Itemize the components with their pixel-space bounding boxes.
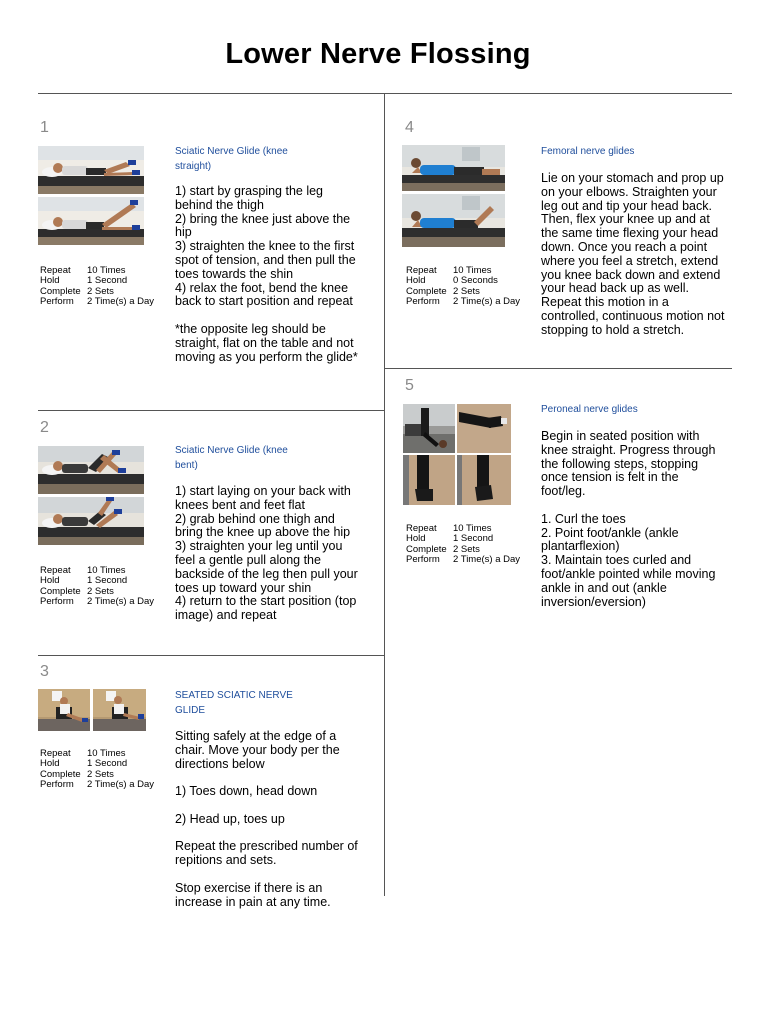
param-label: Repeat xyxy=(406,523,437,534)
param-label: Perform xyxy=(40,779,74,791)
exercise-params xyxy=(40,749,154,791)
perform-value: 2 Time(s) a Day xyxy=(87,779,155,791)
hold-value: 1 Second xyxy=(453,533,494,545)
perform-value: 2 Time(s) a Day xyxy=(87,296,155,308)
param-label: Complete xyxy=(406,543,447,555)
exercise-title: Peroneal nerve glides xyxy=(541,404,638,415)
hold-value: 1 Second xyxy=(87,758,128,770)
divider-1-2 xyxy=(38,410,384,411)
exercise-instructions: Begin in seated position with knee straight. Progress through the following steps, stopping once tension is felt in the foot/leg. 1. Curl the toes 2. Point foot/ankle (ankle plantarflexion) 3. Maintain toes curled and foot/ankle pointed while moving ankle in and out (ankle inversion/eversion) xyxy=(541,429,716,609)
page-title: Lower Nerve Flossing xyxy=(225,38,531,70)
exercise-photo-3 xyxy=(38,689,146,731)
hold-value: 1 Second xyxy=(87,275,128,287)
param-label: Complete xyxy=(40,585,81,597)
repeat-value: 10 Times xyxy=(87,748,126,759)
exercise-params xyxy=(40,266,154,308)
exercise-photo-5d xyxy=(457,455,511,505)
exercise-instructions: Sitting safely at the edge of a chair. Move your body per the directions below 1) Toes down, head down 2) Head up, toes up Repeat the prescribed number of repitions and sets. Stop exercise if there is an increase in pain at any time. xyxy=(175,729,358,909)
complete-value: 2 Sets xyxy=(87,768,114,780)
param-label: Hold xyxy=(40,575,60,587)
exercise-params xyxy=(406,266,520,308)
exercise-number: 2 xyxy=(40,419,49,436)
hold-value: 1 Second xyxy=(87,575,128,587)
exercise-photo-4a xyxy=(402,145,505,191)
param-label: Repeat xyxy=(406,265,437,276)
exercise-instructions: 1) start by grasping the leg behind the thigh 2) bring the knee just above the hip 3) straighten the knee to the first spot of tension, and then pull the toes towards the shin 4) relax the foot, bend the knee back to start position and repeat *the opposite leg should be straight, flat on the table and not moving as you perform the glide* xyxy=(175,184,358,364)
repeat-value: 10 Times xyxy=(87,565,126,576)
perform-value: 2 Time(s) a Day xyxy=(87,596,155,608)
exercise-params xyxy=(406,524,520,566)
complete-value: 2 Sets xyxy=(453,285,480,297)
divider-2-3 xyxy=(38,655,384,656)
complete-value: 2 Sets xyxy=(87,585,114,597)
exercise-number: 3 xyxy=(40,663,49,680)
param-label: Repeat xyxy=(40,565,71,576)
repeat-value: 10 Times xyxy=(453,265,492,276)
param-label: Repeat xyxy=(40,748,71,759)
repeat-value: 10 Times xyxy=(453,523,492,534)
param-label: Hold xyxy=(40,758,60,770)
divider-4-5 xyxy=(384,368,732,369)
exercise-params xyxy=(40,566,154,608)
param-label: Perform xyxy=(406,554,440,566)
exercise-number: 4 xyxy=(405,119,414,136)
param-label: Hold xyxy=(40,275,60,287)
column-divider xyxy=(384,93,385,896)
param-label: Perform xyxy=(406,296,440,308)
complete-value: 2 Sets xyxy=(453,543,480,555)
top-divider xyxy=(38,93,732,94)
param-label: Hold xyxy=(406,275,426,287)
exercise-photo-2b xyxy=(38,497,144,545)
repeat-value: 10 Times xyxy=(87,265,126,276)
exercise-photo-4b xyxy=(402,194,505,247)
exercise-title: Sciatic Nerve Glide (knee straight) xyxy=(175,146,288,172)
perform-value: 2 Time(s) a Day xyxy=(453,296,521,308)
exercise-photo-1a xyxy=(38,146,144,194)
exercise-photo-2a xyxy=(38,446,144,494)
perform-value: 2 Time(s) a Day xyxy=(453,554,521,566)
exercise-instructions: 1) start laying on your back with knees bent and feet flat 2) grab behind one thigh and bring the knee up above the hip 3) straighten your leg until you feel a gentle pull along the backside of the leg then pull your toes up toward your shin 4) return to the start position (top image) and repeat xyxy=(175,484,358,623)
param-label: Perform xyxy=(40,296,74,308)
exercise-photo-5c xyxy=(403,455,455,505)
param-label: Complete xyxy=(406,285,447,297)
exercise-title: Femoral nerve glides xyxy=(541,146,635,157)
param-label: Perform xyxy=(40,596,74,608)
exercise-photo-5b xyxy=(457,404,511,453)
param-label: Complete xyxy=(40,768,81,780)
exercise-number: 1 xyxy=(40,119,49,136)
exercise-title: Sciatic Nerve Glide (knee bent) xyxy=(175,445,288,471)
param-label: Hold xyxy=(406,533,426,545)
exercise-photo-5a xyxy=(403,404,455,453)
hold-value: 0 Seconds xyxy=(453,275,498,287)
param-label: Repeat xyxy=(40,265,71,276)
complete-value: 2 Sets xyxy=(87,285,114,297)
exercise-instructions: Lie on your stomach and prop up on your elbows. Straighten your leg out and tip your head back. Then, flex your knee up and at the same time flexing your head down. Once you reach a point where you feel a stretch, extend you knee back down and extend your head back up as well. Repeat this motion in a controlled, continuous motion not stopping to hold a stretch. xyxy=(541,171,725,337)
exercise-title: SEATED SCIATIC NERVE GLIDE xyxy=(175,690,293,716)
exercise-number: 5 xyxy=(405,377,414,394)
exercise-photo-1b xyxy=(38,197,144,245)
param-label: Complete xyxy=(40,285,81,297)
